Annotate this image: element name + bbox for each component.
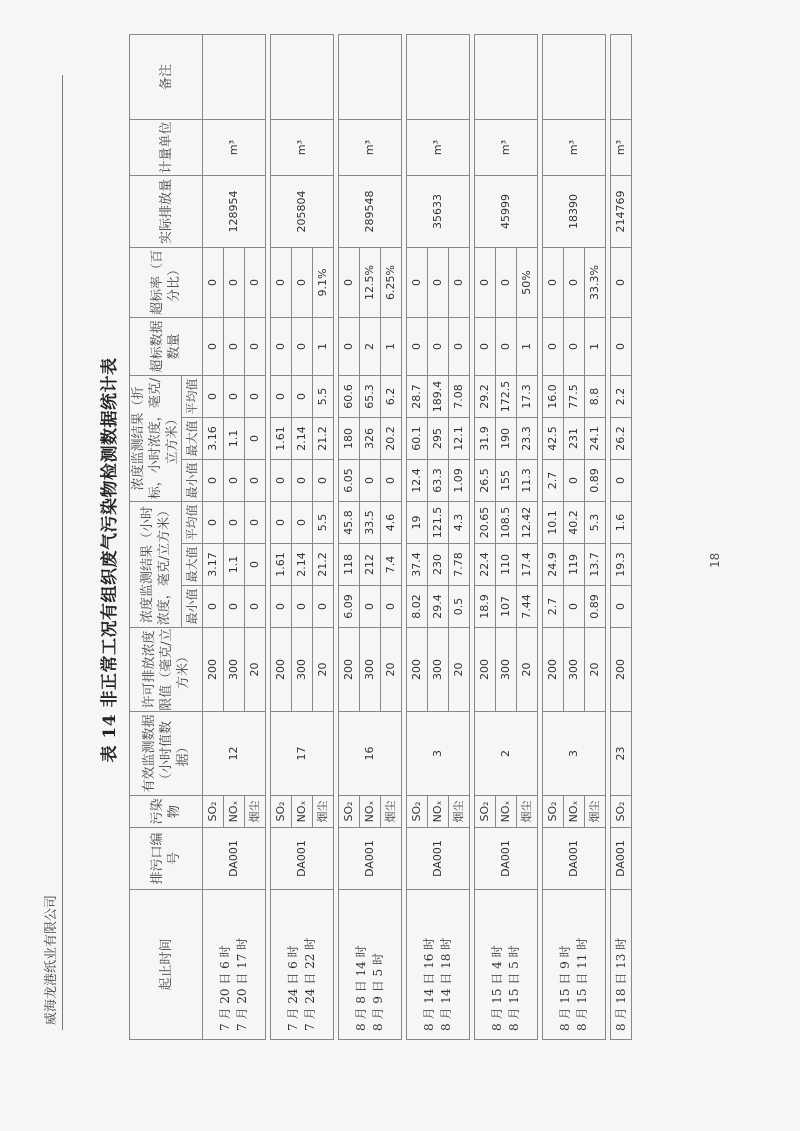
valid-hours-cell: 3 — [407, 712, 470, 796]
pollutant-cell: SO₂ — [543, 796, 564, 828]
exceed-rate-cell: 50% — [517, 248, 538, 318]
max-cell: 7.4 — [381, 544, 402, 586]
pollutant-cell: NOₓ — [292, 796, 313, 828]
pollutant-cell: 烟尘 — [245, 796, 266, 828]
exceed-count-cell: 0 — [245, 318, 266, 376]
header-conc-group: 浓度监测结果（小时浓度，毫克/立方米） — [130, 502, 182, 628]
exceed-rate-cell: 0 — [224, 248, 245, 318]
exceed-rate-cell: 9.1% — [313, 248, 334, 318]
header-pollutant: 污染物 — [130, 796, 203, 828]
header-outlet: 排污口编号 — [130, 828, 203, 890]
c-max-cell: 2.14 — [292, 418, 313, 460]
limit-cell: 200 — [543, 628, 564, 712]
exceed-count-cell: 0 — [224, 318, 245, 376]
company-name: 威海龙港纸业有限公司 — [44, 894, 59, 1025]
exceed-count-cell: 0 — [475, 318, 496, 376]
c-avg-cell: 172.5 — [496, 376, 517, 418]
time-start: 8 月 18 日 13 时 — [613, 937, 628, 1031]
exceed-count-cell: 0 — [428, 318, 449, 376]
avg-cell: 0 — [292, 502, 313, 544]
min-cell: 107 — [496, 586, 517, 628]
pollutant-cell: NOₓ — [224, 796, 245, 828]
min-cell: 0.89 — [585, 586, 606, 628]
unit-cell: m³ — [407, 120, 470, 176]
c-max-cell: 23.3 — [517, 418, 538, 460]
avg-cell: 0 — [245, 502, 266, 544]
exceed-rate-cell: 0 — [428, 248, 449, 318]
min-cell: 18.9 — [475, 586, 496, 628]
max-cell: 2.14 — [292, 544, 313, 586]
c-avg-cell: 0 — [224, 376, 245, 418]
header-limit: 许可排放浓度限值（毫克/立方米） — [130, 628, 203, 712]
c-avg-cell: 189.4 — [428, 376, 449, 418]
valid-hours-cell: 12 — [203, 712, 266, 796]
limit-cell: 200 — [611, 628, 632, 712]
min-cell: 0 — [271, 586, 292, 628]
table-row — [203, 35, 224, 1040]
rotated-table-page — [85, 64, 685, 1040]
max-cell: 21.2 — [313, 544, 334, 586]
limit-cell: 300 — [360, 628, 381, 712]
max-cell: 110 — [496, 544, 517, 586]
c-avg-cell: 8.8 — [585, 376, 606, 418]
exceed-count-cell: 0 — [496, 318, 517, 376]
avg-cell: 4.3 — [449, 502, 470, 544]
exceed-count-cell: 0 — [611, 318, 632, 376]
avg-cell: 33.5 — [360, 502, 381, 544]
time-end: 7 月 20 日 17 时 — [235, 937, 249, 1031]
emission-cell: 289548 — [339, 176, 402, 248]
table-header — [130, 35, 203, 1040]
exceed-count-cell: 0 — [339, 318, 360, 376]
c-avg-cell: 5.5 — [313, 376, 334, 418]
exceed-count-cell: 0 — [407, 318, 428, 376]
time-range-cell — [407, 890, 470, 1040]
c-max-cell: 1.61 — [271, 418, 292, 460]
header-remark: 备注 — [130, 35, 203, 120]
max-cell: 13.7 — [585, 544, 606, 586]
max-cell: 3.17 — [203, 544, 224, 586]
table-body — [203, 35, 632, 1040]
outlet-cell: DA001 — [203, 828, 266, 890]
c-min-cell: 2.7 — [543, 460, 564, 502]
time-end: 8 月 15 日 5 时 — [507, 945, 521, 1031]
exceed-rate-cell: 6.25% — [381, 248, 402, 318]
time-range-cell — [611, 890, 632, 1040]
valid-hours-cell: 23 — [611, 712, 632, 796]
c-min-cell: 1.09 — [449, 460, 470, 502]
avg-cell: 4.6 — [381, 502, 402, 544]
pollutant-cell: 烟尘 — [313, 796, 334, 828]
exceed-rate-cell: 0 — [449, 248, 470, 318]
emission-cell: 35633 — [407, 176, 470, 248]
remark-cell — [611, 35, 632, 120]
header-unit: 计量单位 — [130, 120, 203, 176]
exceed-rate-cell: 0 — [271, 248, 292, 318]
header-conv-group: 浓度监测结果（折标，小时浓度，毫克/立方米） — [130, 376, 182, 502]
c-min-cell: 0 — [313, 460, 334, 502]
c-avg-cell: 16.0 — [543, 376, 564, 418]
exceed-rate-cell: 33.3% — [585, 248, 606, 318]
avg-cell: 108.5 — [496, 502, 517, 544]
limit-cell: 200 — [339, 628, 360, 712]
exceed-rate-cell: 0 — [292, 248, 313, 318]
header-time: 起止时间 — [130, 890, 203, 1040]
min-cell: 6.09 — [339, 586, 360, 628]
min-cell: 0 — [611, 586, 632, 628]
c-min-cell: 63.3 — [428, 460, 449, 502]
c-min-cell: 11.3 — [517, 460, 538, 502]
exceed-rate-cell: 0 — [543, 248, 564, 318]
emission-cell: 45999 — [475, 176, 538, 248]
outlet-cell: DA001 — [543, 828, 606, 890]
c-min-cell: 0 — [245, 460, 266, 502]
max-cell: 118 — [339, 544, 360, 586]
outlet-cell: DA001 — [475, 828, 538, 890]
valid-hours-cell: 17 — [271, 712, 334, 796]
time-end: 8 月 9 日 5 时 — [371, 953, 385, 1031]
max-cell: 1.1 — [224, 544, 245, 586]
time-start: 8 月 14 日 16 时 — [422, 937, 436, 1031]
exceed-count-cell: 0 — [449, 318, 470, 376]
exceed-rate-cell: 0 — [203, 248, 224, 318]
c-avg-cell: 77.5 — [564, 376, 585, 418]
outlet-cell: DA001 — [611, 828, 632, 890]
exceed-count-cell: 1 — [517, 318, 538, 376]
unit-cell: m³ — [543, 120, 606, 176]
c-avg-cell: 60.6 — [339, 376, 360, 418]
limit-cell: 300 — [224, 628, 245, 712]
limit-cell: 200 — [407, 628, 428, 712]
header-conv-avg: 平均值 — [182, 376, 203, 418]
max-cell: 24.9 — [543, 544, 564, 586]
unit-cell: m³ — [339, 120, 402, 176]
c-avg-cell: 7.08 — [449, 376, 470, 418]
min-cell: 7.44 — [517, 586, 538, 628]
limit-cell: 20 — [517, 628, 538, 712]
c-min-cell: 0.89 — [585, 460, 606, 502]
min-cell: 29.4 — [428, 586, 449, 628]
header-min: 最小值 — [182, 586, 203, 628]
header-avg: 平均值 — [182, 502, 203, 544]
c-max-cell: 21.2 — [313, 418, 334, 460]
pollutant-cell: SO₂ — [407, 796, 428, 828]
c-min-cell: 0 — [611, 460, 632, 502]
exceed-rate-cell: 0 — [475, 248, 496, 318]
exceed-rate-cell: 0 — [407, 248, 428, 318]
pollutant-cell: NOₓ — [360, 796, 381, 828]
limit-cell: 200 — [475, 628, 496, 712]
pollutant-cell: NOₓ — [496, 796, 517, 828]
c-max-cell: 3.16 — [203, 418, 224, 460]
valid-hours-cell: 3 — [543, 712, 606, 796]
emission-data-table — [129, 34, 632, 1040]
c-max-cell: 295 — [428, 418, 449, 460]
table-row — [543, 35, 564, 1040]
avg-cell: 121.5 — [428, 502, 449, 544]
valid-hours-cell: 16 — [339, 712, 402, 796]
pollutant-cell: SO₂ — [271, 796, 292, 828]
c-max-cell: 60.1 — [407, 418, 428, 460]
avg-cell: 5.5 — [313, 502, 334, 544]
remark-cell — [475, 35, 538, 120]
max-cell: 119 — [564, 544, 585, 586]
unit-cell: m³ — [611, 120, 632, 176]
emission-cell: 214769 — [611, 176, 632, 248]
pollutant-cell: SO₂ — [339, 796, 360, 828]
min-cell: 0 — [224, 586, 245, 628]
pollutant-cell: SO₂ — [203, 796, 224, 828]
min-cell: 2.7 — [543, 586, 564, 628]
time-start: 7 月 24 日 6 时 — [286, 945, 300, 1031]
c-max-cell: 231 — [564, 418, 585, 460]
outlet-cell: DA001 — [407, 828, 470, 890]
avg-cell: 20.65 — [475, 502, 496, 544]
emission-cell: 205804 — [271, 176, 334, 248]
max-cell: 7.78 — [449, 544, 470, 586]
c-avg-cell: 17.3 — [517, 376, 538, 418]
header-exceed-rate: 超标率（百分比） — [130, 248, 203, 318]
remark-cell — [543, 35, 606, 120]
c-avg-cell: 29.2 — [475, 376, 496, 418]
exceed-count-cell: 1 — [585, 318, 606, 376]
limit-cell: 20 — [381, 628, 402, 712]
remark-cell — [339, 35, 402, 120]
time-end: 8 月 14 日 18 时 — [439, 937, 453, 1031]
pollutant-cell: SO₂ — [611, 796, 632, 828]
c-min-cell: 0 — [224, 460, 245, 502]
header-valid-data: 有效监测数据（小时值数据） — [130, 712, 203, 796]
valid-hours-cell: 2 — [475, 712, 538, 796]
time-range-cell — [271, 890, 334, 1040]
max-cell: 22.4 — [475, 544, 496, 586]
header-max: 最大值 — [182, 544, 203, 586]
max-cell: 212 — [360, 544, 381, 586]
c-avg-cell: 0 — [271, 376, 292, 418]
max-cell: 230 — [428, 544, 449, 586]
c-max-cell: 31.9 — [475, 418, 496, 460]
pollutant-cell: 烟尘 — [585, 796, 606, 828]
table-row — [475, 35, 496, 1040]
limit-cell: 20 — [313, 628, 334, 712]
unit-cell: m³ — [271, 120, 334, 176]
header-exceed-count: 超标数据数量 — [130, 318, 203, 376]
exceed-count-cell: 1 — [313, 318, 334, 376]
header-conv-min: 最小值 — [182, 460, 203, 502]
limit-cell: 300 — [564, 628, 585, 712]
min-cell: 0 — [245, 586, 266, 628]
avg-cell: 45.8 — [339, 502, 360, 544]
header-conv-max: 最大值 — [182, 418, 203, 460]
exceed-count-cell: 1 — [381, 318, 402, 376]
page-number: 18 — [708, 552, 722, 568]
max-cell: 17.4 — [517, 544, 538, 586]
table-row — [407, 35, 428, 1040]
unit-cell: m³ — [475, 120, 538, 176]
avg-cell: 0 — [224, 502, 245, 544]
unit-cell: m³ — [203, 120, 266, 176]
avg-cell: 10.1 — [543, 502, 564, 544]
exceed-count-cell: 0 — [292, 318, 313, 376]
max-cell: 0 — [245, 544, 266, 586]
limit-cell: 300 — [292, 628, 313, 712]
exceed-rate-cell: 0 — [564, 248, 585, 318]
table-title: 表 14 非正常工况有组织废气污染物检测数据统计表 — [99, 357, 120, 763]
exceed-count-cell: 0 — [271, 318, 292, 376]
exceed-rate-cell: 12.5% — [360, 248, 381, 318]
c-avg-cell: 2.2 — [611, 376, 632, 418]
min-cell: 0.5 — [449, 586, 470, 628]
pollutant-cell: 烟尘 — [517, 796, 538, 828]
min-cell: 0 — [292, 586, 313, 628]
time-end: 7 月 24 日 22 时 — [303, 937, 317, 1031]
limit-cell: 20 — [245, 628, 266, 712]
min-cell: 8.02 — [407, 586, 428, 628]
c-min-cell: 0 — [564, 460, 585, 502]
avg-cell: 19 — [407, 502, 428, 544]
remark-cell — [203, 35, 266, 120]
header-emission: 实际排放量 — [130, 176, 203, 248]
c-min-cell: 155 — [496, 460, 517, 502]
limit-cell: 300 — [496, 628, 517, 712]
time-range-cell — [475, 890, 538, 1040]
min-cell: 0 — [381, 586, 402, 628]
time-start: 8 月 15 日 4 时 — [490, 945, 504, 1031]
c-max-cell: 190 — [496, 418, 517, 460]
pollutant-cell: NOₓ — [428, 796, 449, 828]
c-min-cell: 0 — [203, 460, 224, 502]
time-range-cell — [203, 890, 266, 1040]
avg-cell: 1.6 — [611, 502, 632, 544]
avg-cell: 40.2 — [564, 502, 585, 544]
pollutant-cell: NOₓ — [564, 796, 585, 828]
c-min-cell: 6.05 — [339, 460, 360, 502]
limit-cell: 200 — [203, 628, 224, 712]
time-start: 7 月 20 日 6 时 — [218, 945, 232, 1031]
margin-rule — [62, 75, 63, 1030]
c-max-cell: 42.5 — [543, 418, 564, 460]
c-avg-cell: 65.3 — [360, 376, 381, 418]
c-min-cell: 0 — [360, 460, 381, 502]
c-avg-cell: 0 — [245, 376, 266, 418]
max-cell: 37.4 — [407, 544, 428, 586]
exceed-rate-cell: 0 — [496, 248, 517, 318]
time-start: 8 月 8 日 14 时 — [354, 945, 368, 1031]
avg-cell: 0 — [203, 502, 224, 544]
time-end: 8 月 15 日 11 时 — [575, 937, 589, 1031]
time-range-cell — [339, 890, 402, 1040]
min-cell: 0 — [313, 586, 334, 628]
c-max-cell: 12.1 — [449, 418, 470, 460]
c-max-cell: 0 — [245, 418, 266, 460]
exceed-count-cell: 0 — [203, 318, 224, 376]
remark-cell — [407, 35, 470, 120]
c-max-cell: 180 — [339, 418, 360, 460]
exceed-count-cell: 2 — [360, 318, 381, 376]
c-max-cell: 24.1 — [585, 418, 606, 460]
time-start: 8 月 15 日 9 时 — [558, 945, 572, 1031]
exceed-count-cell: 0 — [543, 318, 564, 376]
c-max-cell: 1.1 — [224, 418, 245, 460]
c-max-cell: 20.2 — [381, 418, 402, 460]
c-avg-cell: 0 — [203, 376, 224, 418]
table-row — [271, 35, 292, 1040]
exceed-rate-cell: 0 — [245, 248, 266, 318]
min-cell: 0 — [360, 586, 381, 628]
c-max-cell: 26.2 — [611, 418, 632, 460]
c-min-cell: 12.4 — [407, 460, 428, 502]
min-cell: 0 — [564, 586, 585, 628]
limit-cell: 200 — [271, 628, 292, 712]
exceed-count-cell: 0 — [564, 318, 585, 376]
exceed-rate-cell: 0 — [339, 248, 360, 318]
c-avg-cell: 6.2 — [381, 376, 402, 418]
outlet-cell: DA001 — [271, 828, 334, 890]
avg-cell: 0 — [271, 502, 292, 544]
c-min-cell: 26.5 — [475, 460, 496, 502]
exceed-rate-cell: 0 — [611, 248, 632, 318]
remark-cell — [271, 35, 334, 120]
limit-cell: 20 — [449, 628, 470, 712]
time-range-cell — [543, 890, 606, 1040]
c-min-cell: 0 — [271, 460, 292, 502]
c-avg-cell: 0 — [292, 376, 313, 418]
c-min-cell: 0 — [381, 460, 402, 502]
outlet-cell: DA001 — [339, 828, 402, 890]
max-cell: 19.3 — [611, 544, 632, 586]
c-max-cell: 326 — [360, 418, 381, 460]
avg-cell: 12.42 — [517, 502, 538, 544]
limit-cell: 300 — [428, 628, 449, 712]
table-row — [339, 35, 360, 1040]
max-cell: 1.61 — [271, 544, 292, 586]
avg-cell: 5.3 — [585, 502, 606, 544]
c-avg-cell: 28.7 — [407, 376, 428, 418]
table-row — [611, 35, 632, 1040]
pollutant-cell: 烟尘 — [449, 796, 470, 828]
c-min-cell: 0 — [292, 460, 313, 502]
limit-cell: 20 — [585, 628, 606, 712]
pollutant-cell: SO₂ — [475, 796, 496, 828]
pollutant-cell: 烟尘 — [381, 796, 402, 828]
min-cell: 0 — [203, 586, 224, 628]
emission-cell: 18390 — [543, 176, 606, 248]
emission-cell: 128954 — [203, 176, 266, 248]
